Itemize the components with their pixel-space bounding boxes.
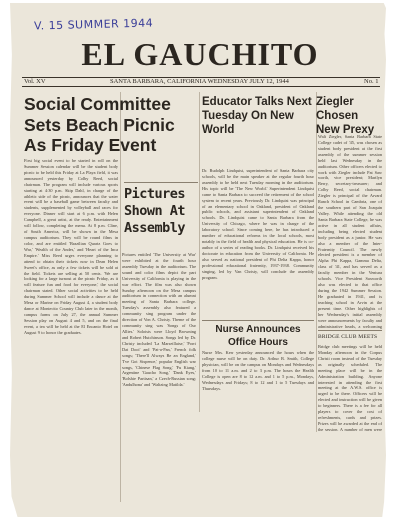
column-divider — [316, 92, 317, 432]
headline-ziegler-prexy: Ziegler Chosen New Prexy — [316, 96, 375, 136]
article-educator-talk: Dr. Rudolph Lindquist, superintendent of Santa Barbara city schools, will be the main speaker at the regular fourth hour assembly to be held next Tuesday morning in the auditorium. His topic will be 'The New World.' Superintendent Lindquist came to Santa Barbara to succeed the retirement of the school system to recent years. Previously Dr. Lindquist was principal of an elementary school in Oakland, president of Oakland public schools, and assistant superintendent of Oakland schools. Dr. Lindquist came to Santa Barbara from the University of Chicago, where he was in charge of the laboratory school. Since coming here, he has introduced a number of educational reforms in the local schools, most notably in the field of health and physical education. He is co-author of a series of reading books. Dr. Lindquist received his doctorate in education from the University of California. He also served as national president of Phi Delta Kappa, honor professional educational fraternity, 1937-1938. Community singing, led by Van Christy, will conclude the assembly program. — [202, 168, 314, 280]
handwritten-annotation: V. 15 SUMMER 1944 — [33, 16, 154, 33]
volume-label: Vol. XV — [24, 78, 46, 85]
headline-pictures-assembly: Pictures Shown At Assembly — [124, 186, 186, 236]
article-ziegler-prexy: Walt Ziegler, Santa Barbara State College cadet of '45, was chosen as student body president at the first assembly of the summer session held last Wednesday in the auditorium. Other officers elected to work with Ziegler include Pat Saw worth, vice president; Marilyn Berry, secretary-treasurer; and Colby Reed, social chairman. Ziegler is principal of the Arvard Ranch School in Cambria, one of the southern part of San Joaquin Valley. While attending the old Santa Barbara State College, he was active in all student affairs, including being elected student body president as a junior. He was also a member of the Inter-Fraternity Council. The newly elected president is a member of Alpha Phi Kappa, Gamma Delta, class of '41, and has served as a faculty member in the Ventura schools. Vice President Saxworth also was elected to that office during the 1942 Summer Session. He graduated in 1941, and is teaching school in Arvin at the present time. Other highlights of her Wednesday's initial assembly were announcements by faculty and administrative heads, a welcoming — [318, 134, 382, 329]
section-rule — [202, 320, 314, 321]
section-rule — [124, 182, 198, 183]
article-nurse-hours: Nurse Mrs. Kerr yesterday announced the hours when the college nurse will be on duty. Dr. Arthur B. Smith, College physician, will be on the campus on Mondays and Wednesdays from 10 to 11 a.m. and 2 to 3 p.m. The hours the Health College is open are 8 to 12 a.m. and 1 to 5 p.m., Mondays, Wednesdays and Fridays; 8 to 12 and 1 to 5 Tuesdays and Thursdays. — [202, 350, 314, 391]
article-bridge-club: Bridge club meetings will be held Monday afternoon in the Corpus Christi room instead of the Tuesday as originally scheduled. The meeting place will be in the Administration building. Anyone interested in attending the first meeting at the A.W.S. office is urged to be there. Officers will be elected and instruction will be given to beginners. There is a fee for all players to cover the cost of refreshments, cards and prizes. Prizes will be awarded at the end of the session. A number of men were — [318, 344, 382, 432]
article-beach-picnic: First big social event to be started in roll on the Summer Session calendar will be the student body picnic to be held this Friday at La Playa field, it was announced yesterday by Colby Reed, social chairman. The program will include various sports starting at 4:30 p.m. Skip Dahl, in charge of the athletic side of the picnic, announces that the water event will be a baseball game between faculty and students, supplemented by volleyball and races for everyone. Dinner will start at 6 p.m. with Helen Campbell, a great artist, at the ready. Entertainment will follow, completing the menu. At 8 p.m. Cline, of South America, will be shown in the Mesa campus auditorium. They will be round films in color, and are entitled 'Brazilian Quartz Goes to War,' 'Wealth of the Andes,' and 'Heart of the Inca Empire.' Miss Reed urges everyone planning to attend to obtain their tickets now in Dean Helen Sweet's office, as only a few tickets will be sold at the field. Tickets are selling at 50 cents. 'We are looking for a large turnout at the picnic Friday, as it will feature fun and food for everyone,' the social chairman stated. Other social activities to be held during Summer School will include a dance at the Mesa or Marine on Friday August 4, a student body dance at Montecito Country Club later in the month, campus farms on July 27, the annual Summer Session play on August 4 and 5, and on the final event, a tea will be held at the El Encanto Hotel on August 9 to honor the graduates. — [24, 158, 118, 335]
masthead-rule-bottom — [22, 86, 380, 87]
issue-number: No. 1 — [364, 78, 379, 85]
headline-nurse-hours: Nurse Announces Office Hours — [215, 324, 301, 348]
place-date-line: SANTA BARBARA, CALIFORNIA WEDNESDAY JULY 12, 1944 — [110, 78, 289, 85]
newspaper-masthead: EL GAUCHITO — [81, 36, 319, 72]
article-pictures-assembly: Pictures entitled 'The University at War' were exhibited at the fourth hour assembly Tuesday in the auditorium. The sound and color films depict the part University of California is playing in the war effort. The film was also shown Sunday afternoon on the Mesa campus auditorium in connection with an alumni meeting of Santa Barbara college. Tuesday's assembly also featured a community sing program under the direction of Von A. Christy. Theme of the community sing was 'Songs of Our Allies.' Soloists were Lloyd Browning and Robert Hutchinson. Songs led by Dr. Christy included 'La Marseillaise,' 'Porri Dat Dooi' and 'Pat-a-Pan,' French folk songs; 'There'll Always Be an England,' 'I've Got Sixpence,' popular English war songs, 'Chinese Flag Song,' 'Fu Kiang,' Argentine 'Gaucho Song,' 'Dank Eyes,' 'Bolshie Partisan,' a Czech-Russian song; 'Andulhona' and 'Waltzing Matilda.' — [122, 252, 196, 388]
column-divider — [199, 92, 200, 412]
section-rule — [318, 330, 382, 331]
headline-educator-talk: Educator Talks Next Tuesday On New World — [202, 96, 312, 136]
headline-bridge-club: BRIDGE CLUB MEETS — [318, 334, 378, 340]
headline-beach-picnic: Social Committee Sets Beach Picnic As Friday Event — [24, 94, 175, 156]
